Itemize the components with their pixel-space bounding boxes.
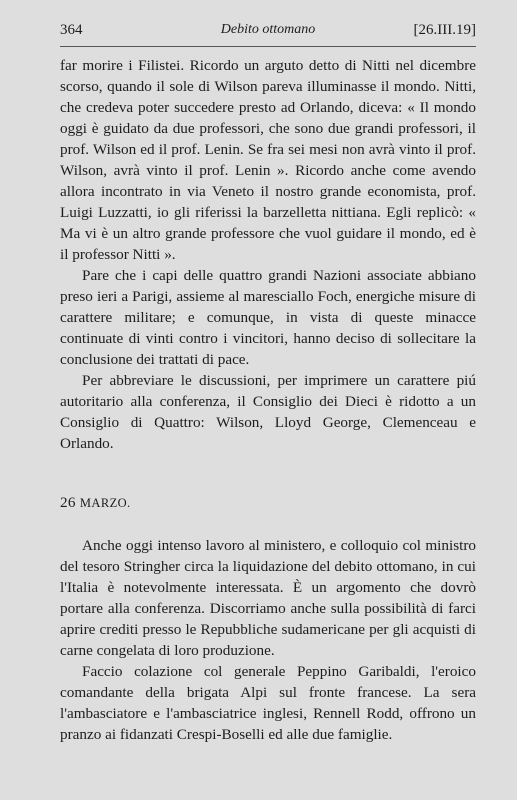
paragraph: Faccio colazione col generale Peppino Garibaldi, l'eroico comandante della brigata Alpi sul fronte francese. La sera l'ambasciatore e l'ambasciatrice inglesi, Rennell Rodd, offrono un pranzo ai fidanzati Crespi-Boselli ed alle due famiglie.	[60, 663, 476, 743]
date-heading-month: MARZO.	[79, 496, 131, 510]
paragraph: Pare che i capi delle quattro grandi Nazioni associate abbiano preso ieri a Parigi, assieme al maresciallo Foch, energiche misure di carattere militare; e comunque, in vista di queste minacce continuate di vinti contro i vincitori, hanno deciso di sollecitare la conclusione dei trattati di pace.	[60, 267, 476, 368]
paragraph: far morire i Filistei. Ricordo un arguto detto di Nitti nel dicembre scorso, quando il sole di Wilson pareva illuminasse il mondo. Nitti, che credeva poter succedere presto ad Orlando, diceva: « Il mondo oggi è guidato da due professori, che sono due grandi professori, il prof. Wilson ed il prof. Lenin. Se fra sei mesi non avrà vinto il prof. Wilson, avrà vinto il prof. Lenin ». Ricordo anche come avendo allora incontrato in via Veneto il nostro grande economista, prof. Luigi Luzzatti, io gli riferissi la barzelletta nittiana. Egli replicò: « Ma vi è un altro grande professore che vuol guidare il mondo, ed è il professor Nitti ».	[60, 57, 476, 263]
paragraph: Anche oggi intenso lavoro al ministero, e colloquio col ministro del tesoro Stringher circa la liquidazione del debito ottomano, in cui l'Italia è notevolmente interessata. È un argomento che dovrò portare alla conferenza. Discorriamo anche sulla possibilità di farci aprire crediti presso le Repubbliche sudamericane per gli acquisti di carne congelata di loro produzione.	[60, 537, 476, 659]
page-body	[60, 55, 476, 745]
running-head-date: [26.III.19]	[413, 22, 476, 38]
header-rule	[60, 46, 476, 47]
date-heading-day: 26	[60, 494, 76, 511]
page-number: 364	[60, 22, 83, 38]
running-title: Debito ottomano	[220, 22, 316, 37]
paragraph: Per abbreviare le discussioni, per imprimere un carattere piú autoritario alla conferenza, il Consiglio dei Dieci è ridotto a un Consiglio di Quattro: Wilson, Lloyd George, Clemenceau e Orlando.	[60, 372, 476, 452]
date-heading	[60, 492, 476, 514]
running-head	[60, 22, 476, 42]
